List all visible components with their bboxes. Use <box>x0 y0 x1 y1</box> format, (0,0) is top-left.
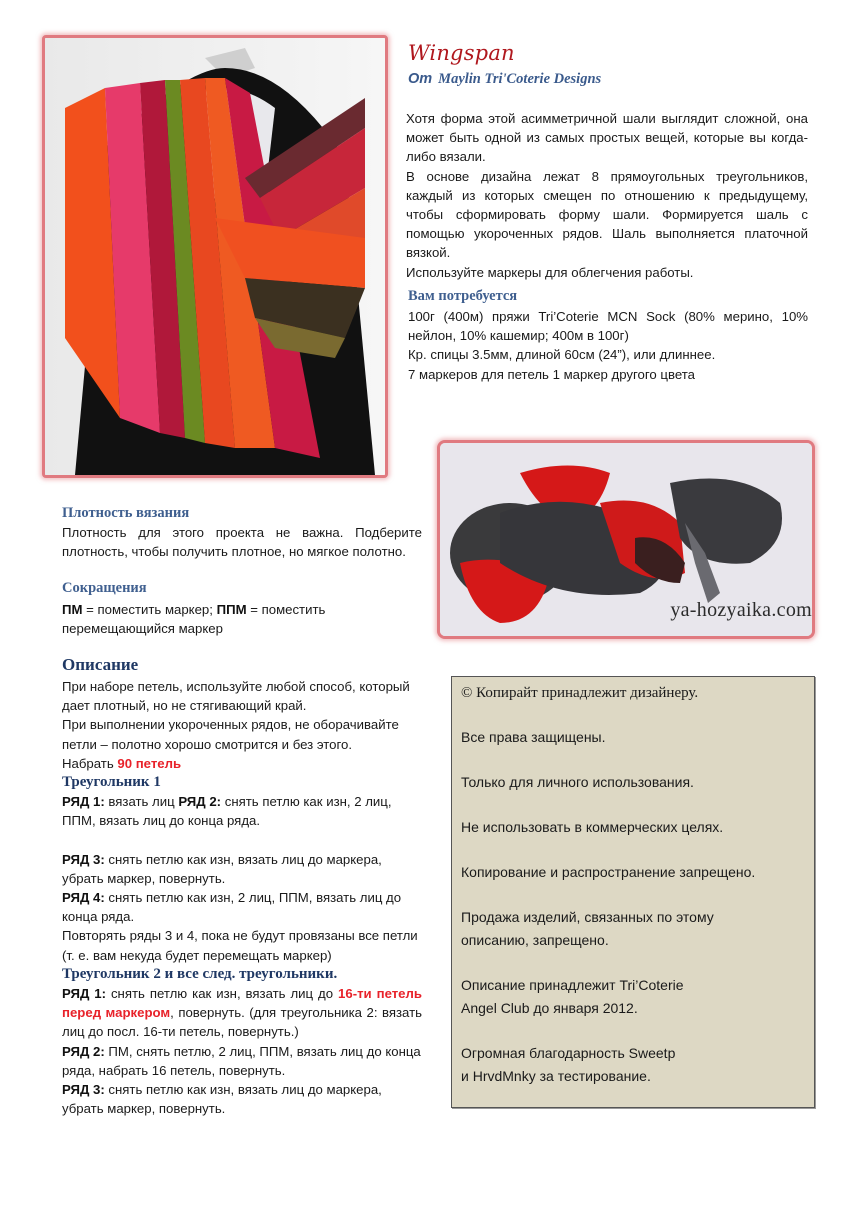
row-label: РЯД 2: <box>178 794 222 810</box>
intro-paragraph: Используйте маркеры для облегчения работы. <box>406 264 694 280</box>
cast-on-count: 90 петель <box>117 755 182 771</box>
row-label: РЯД 3: <box>62 851 105 867</box>
byline-prefix: От <box>408 71 433 87</box>
copyright-line: © Копирайт принадлежит дизайнеру. <box>461 685 699 701</box>
copyright-line: Описание принадлежит Tri’Coterie <box>461 977 684 993</box>
copyright-line: Огромная благодарность Sweetp <box>461 1045 676 1061</box>
materials-item: Кр. спицы 3.5мм, длиной 60см (24”), или длиннее. <box>408 347 716 363</box>
abbr-definition: = поместить перемещающийся маркер <box>62 602 326 637</box>
triangle2-row2 <box>62 1042 422 1080</box>
row-text: снять петлю как изн, вязать лиц до маркера, убрать маркер, повернуть. <box>62 851 382 886</box>
triangle1-row4 <box>62 888 422 926</box>
copyright-line: и HrvdMnky за тестирование. <box>461 1068 651 1084</box>
row-label: РЯД 4: <box>62 890 105 906</box>
cast-on-text: При наборе петель, используйте любой способ, который дает плотный, но не стягивающий край. <box>62 679 410 714</box>
triangle1-repeat: Повторять ряды 3 и 4, пока не будут провязаны все петли (т. е. вам некуда будет перемещать маркер) <box>62 928 418 963</box>
triangle2-heading: Треугольник 2 и все след. треугольники. <box>62 965 338 982</box>
abbr-term: ППМ <box>216 602 247 617</box>
row-label: РЯД 1: <box>62 986 107 1002</box>
designer-byline <box>408 71 601 88</box>
copyright-line: Только для личного использования. <box>461 774 694 790</box>
copyright-line: Angel Club до января 2012. <box>461 1000 638 1016</box>
row-text: ПМ, снять петлю, 2 лиц, ППМ, вязать лиц до конца ряда, набрать 16 петель, повернуть. <box>62 1043 421 1078</box>
intro-paragraph: Хотя форма этой асимметричной шали выглядит сложной, она может быть одной из самых простых вещей, которые вы когда-либо вязали. <box>406 111 808 165</box>
intro-paragraph: В основе дизайна лежат 8 прямоугольных треугольников, каждый из которых смещен по отношению к предыдущему, чтобы сформировать форму шали. Формируется шаль с помощью укороченных рядов. Шаль выполняется платочной вязкой. <box>406 168 808 261</box>
row-label: РЯД 1: <box>62 794 105 810</box>
triangle2-row3 <box>62 1080 422 1118</box>
designer-name: Maylin Tri'Coterie Designs <box>438 71 602 87</box>
row-text: вязать лиц <box>104 794 179 810</box>
copyright-box <box>451 676 815 1108</box>
abbr-term: ПМ <box>62 602 83 617</box>
abbr-definition: = поместить маркер; <box>82 602 217 617</box>
copyright-line: Не использовать в коммерческих целях. <box>461 819 724 835</box>
materials-item: 7 маркеров для петель 1 маркер другого цвета <box>408 366 695 382</box>
shawl-photo <box>42 35 388 478</box>
shawl-illustration <box>45 38 385 475</box>
copyright-line: Копирование и распространение запрещено. <box>461 864 756 880</box>
row-text: снять петлю как изн, вязать лиц до маркера, убрать маркер, повернуть. <box>62 1082 382 1117</box>
copyright-line: Все права защищены. <box>461 729 606 745</box>
abbreviations-text <box>62 600 422 638</box>
row-highlight: 16-ти петель перед маркером <box>62 986 423 1021</box>
gauge-heading: Плотность вязания <box>62 505 190 521</box>
cast-on-count-line <box>62 754 422 773</box>
description-heading: Описание <box>62 655 139 674</box>
description-body <box>62 677 422 1118</box>
triangle1-row1-2 <box>62 792 422 830</box>
row-text: снять петлю как изн, 2 лиц, ППМ, вязать лиц до конца ряда. <box>62 794 392 829</box>
row-text: , повернуть. (для треугольника 2: вязать лиц до посл. 16-ти петель, повернуть.) <box>62 1005 422 1040</box>
intro-text <box>406 109 808 282</box>
site-watermark: ya-hozyaika.com <box>670 599 812 621</box>
triangle2-row1 <box>62 984 422 1042</box>
cast-on-prefix: Набрать <box>62 755 118 771</box>
materials-heading: Вам потребуется <box>408 288 518 304</box>
triangle1-heading: Треугольник 1 <box>62 774 161 791</box>
abbreviations-heading: Сокращения <box>62 580 147 596</box>
short-rows-text: При выполнении укороченных рядов, не оборачивайте петли – полотно хорошо смотрится и без этого. <box>62 717 399 752</box>
spacer <box>62 831 422 850</box>
yarn-skein-photo <box>437 440 815 639</box>
row-text: снять петлю как изн, 2 лиц, ППМ, вязать лиц до конца ряда. <box>62 890 402 925</box>
gauge-text: Плотность для этого проекта не важна. Подберите плотность, чтобы получить плотное, но мягкое полотно. <box>62 525 422 560</box>
row-label: РЯД 2: <box>62 1043 105 1059</box>
row-label: РЯД 3: <box>62 1082 105 1098</box>
triangle1-row3 <box>62 850 422 888</box>
pattern-title: Wingspan <box>408 41 515 65</box>
copyright-line: Продажа изделий, связанных по этому <box>461 909 714 925</box>
materials-list <box>408 307 808 384</box>
copyright-line: описанию, запрещено. <box>461 932 609 948</box>
materials-item: 100г (400м) пряжи Tri’Coterie MCN Sock (80% мерино, 10% нейлон, 10% кашемир; 400м в 100г) <box>408 309 808 344</box>
row-text: снять петлю как изн, вязать лиц до <box>106 986 339 1002</box>
